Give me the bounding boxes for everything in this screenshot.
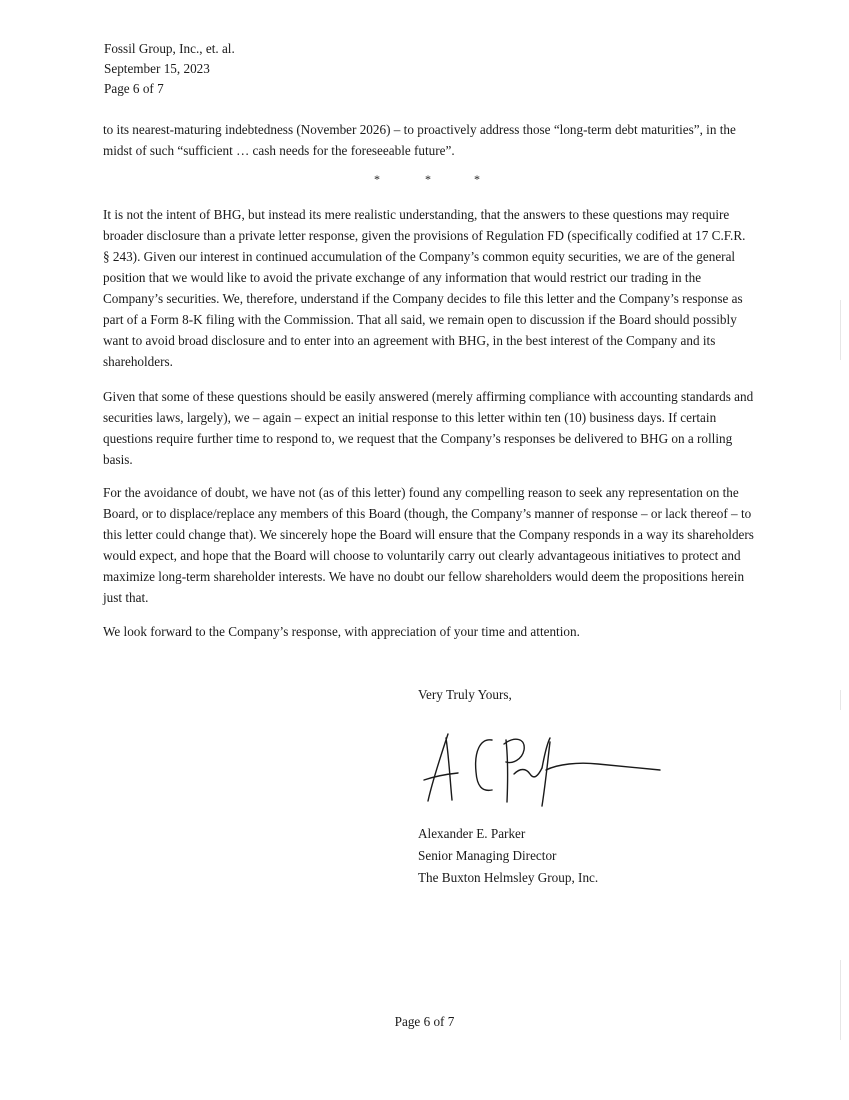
- letter-header: [104, 39, 235, 99]
- scan-edge-mark: [840, 960, 841, 1040]
- header-date: September 15, 2023: [104, 61, 210, 76]
- signatory-title: Senior Managing Director: [418, 848, 557, 863]
- closing-salutation: Very Truly Yours,: [418, 687, 512, 702]
- paragraph-board-representation: For the avoidance of doubt, we have not (as of this letter) found any compelling reason to seek any representation on the Board, or to displace/replace any members of this Board (though, the Company’s manner of response – or lack thereof – to this letter could change that). We sincerely hope the Board will ensure that the Company responds in a way its shareholders would expect, and hope that the Board will choose to voluntarily carry out clearly advantageous initiatives to protect and maximize long-term shareholder interests. We have no doubt our fellow shareholders would deem the propositions herein just that.: [103, 485, 754, 605]
- handwritten-signature-icon: [418, 728, 668, 808]
- paragraph-closing-remark: We look forward to the Company’s response, with appreciation of your time and attention.: [103, 624, 580, 639]
- signatory-company: The Buxton Helmsley Group, Inc.: [418, 870, 599, 885]
- header-page-number: Page 6 of 7: [104, 81, 164, 96]
- separator-asterisk: *: [425, 172, 431, 186]
- separator-asterisk: *: [374, 172, 380, 186]
- paragraph-disclosure: It is not the intent of BHG, but instead its mere realistic understanding, that the answers to these questions may require broader disclosure than a private letter response, given the provisions of Regulation FD (specifically codified at 17 C.F.R. § 243). Given our interest in continued accumulation of the Company’s common equity securities, we are of the general position that we would like to avoid the private exchange of any information that would restrict our trading in the Company’s securities. We, therefore, understand if the Company decides to file this letter and the Company’s response as part of a Form 8-K filing with the Commission. That all said, we remain open to discussion if the Board should possibly want to avoid broad disclosure and to enter into an agreement with BHG, in the best interest of the Company and its shareholders.: [103, 207, 746, 369]
- page-footer: Page 6 of 7: [394, 1014, 455, 1029]
- signatory-name: Alexander E. Parker: [418, 826, 526, 841]
- paragraph-response-timeline: Given that some of these questions should be easily answered (merely affirming compliance with accounting standards and securities laws, largely), we – again – expect an initial response to this letter within ten (10) business days. If certain questions require further time to respond to, we request that the Company’s responses be delivered to BHG on a rolling basis.: [103, 389, 754, 467]
- separator-asterisk: *: [474, 172, 480, 186]
- scan-edge-mark: [840, 690, 841, 710]
- header-recipient: Fossil Group, Inc., et. al.: [104, 41, 235, 56]
- scan-edge-mark: [840, 300, 841, 360]
- signature-block: [418, 823, 598, 889]
- continuation-paragraph: to its nearest-maturing indebtedness (November 2026) – to proactively address those “long-term debt maturities”, in the midst of such “sufficient … cash needs for the foreseeable future”.: [103, 122, 736, 158]
- section-separator: [0, 172, 849, 188]
